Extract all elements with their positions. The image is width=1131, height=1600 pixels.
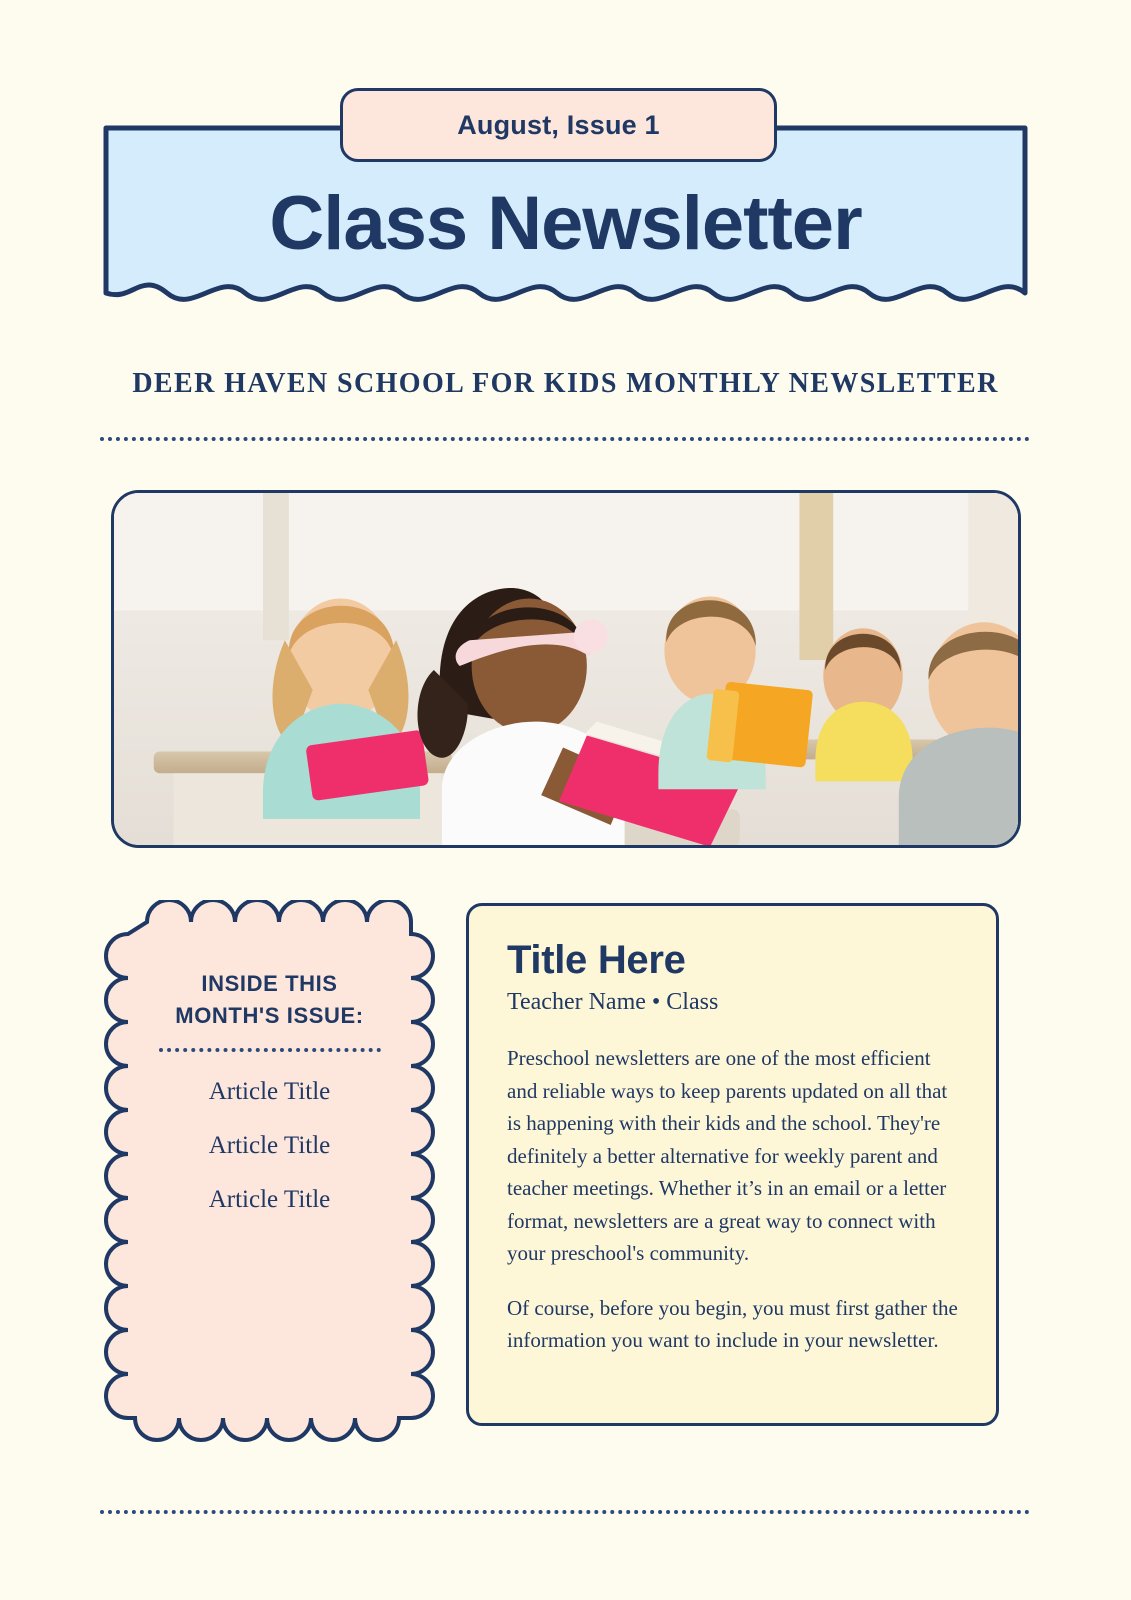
inside-issue-heading-line1: INSIDE THIS — [201, 971, 338, 996]
hero-photo — [111, 490, 1021, 848]
classroom-photo-illustration — [114, 493, 1018, 845]
divider-top — [100, 437, 1030, 441]
list-item[interactable]: Article Title — [208, 1077, 331, 1105]
issue-label: August, Issue 1 — [457, 109, 660, 140]
issue-badge — [340, 88, 777, 162]
feature-article-card — [466, 903, 999, 1426]
list-item[interactable]: Article Title — [208, 1185, 331, 1213]
newsletter-subtitle: DEER HAVEN SCHOOL FOR KIDS MONTHLY NEWSLETTER — [132, 368, 999, 399]
page-title: Class Newsletter — [269, 181, 862, 266]
inside-issue-panel — [103, 900, 436, 1445]
article-title: Title Here — [507, 938, 686, 982]
list-item[interactable]: Article Title — [208, 1131, 331, 1159]
inside-issue-divider — [159, 1048, 381, 1052]
article-byline: Teacher Name • Class — [507, 989, 719, 1015]
header-banner — [103, 88, 1028, 333]
divider-bottom — [100, 1510, 1030, 1514]
inside-issue-heading — [155, 968, 385, 1032]
article-paragraph: Of course, before you begin, you must first gather the information you want to include in your newsletter. — [507, 1295, 958, 1353]
article-paragraph: Preschool newsletters are one of the most efficient and reliable ways to keep parents updated on all that is happening with their kids and the school. They're definitely a better alternative for weekly parent and teacher meetings. Whether it’s in an email or a letter format, newsletters are a great way to connect with your preschool's community. — [507, 1046, 948, 1266]
inside-issue-heading-line2: MONTH'S ISSUE: — [175, 1002, 364, 1028]
